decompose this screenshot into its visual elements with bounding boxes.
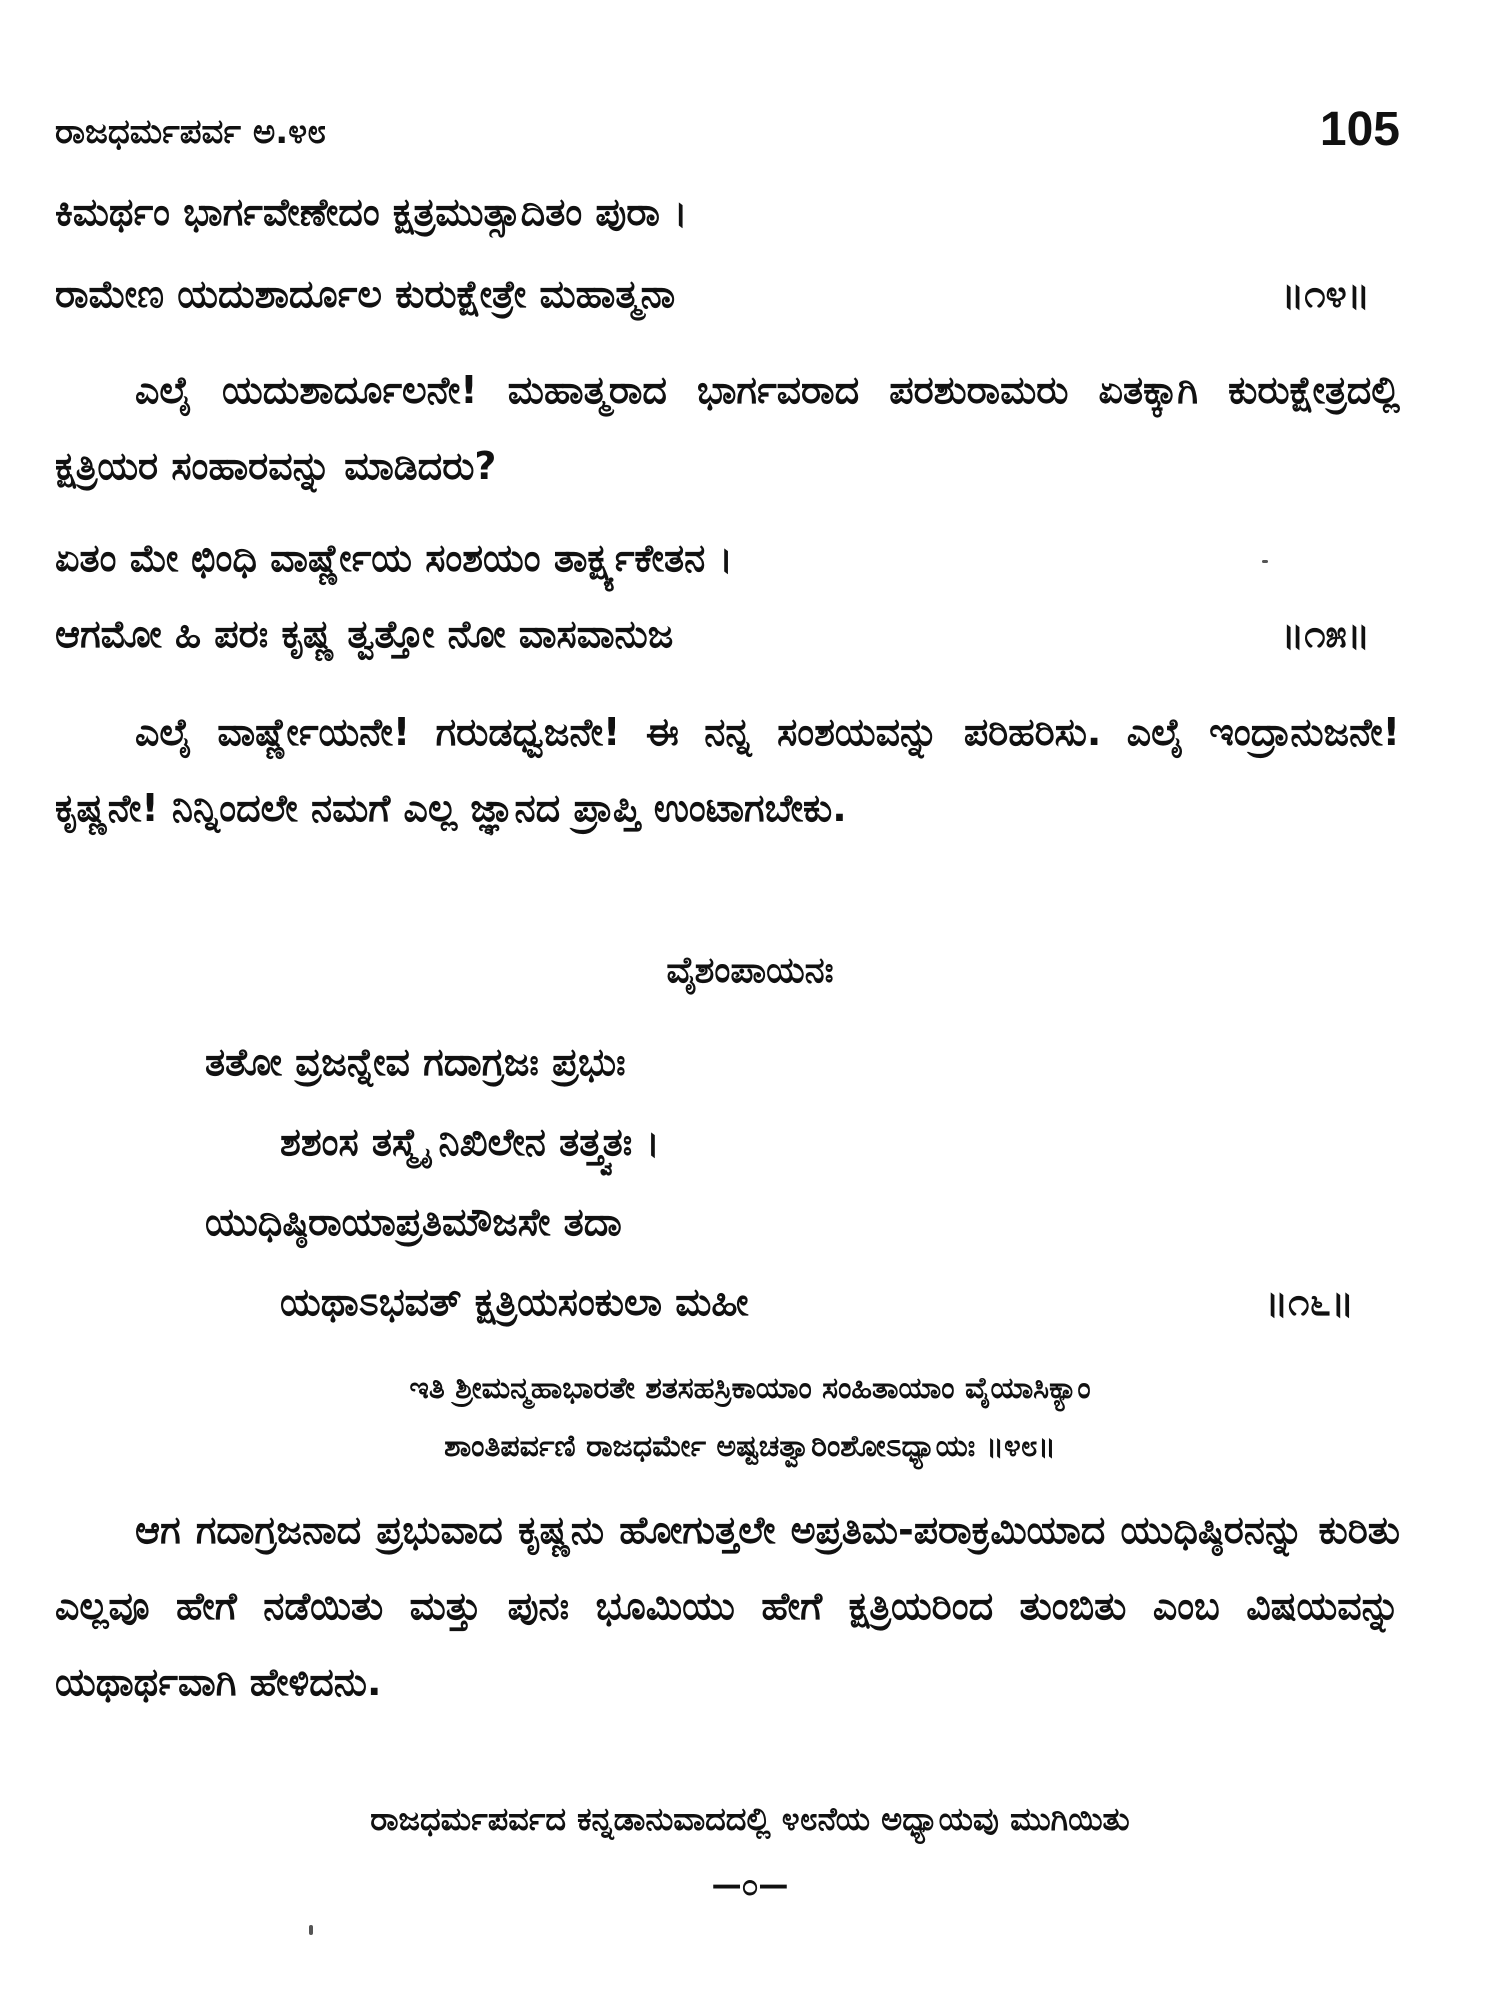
verse-14-line-1: [55, 190, 1400, 235]
verse-14-line-2: [55, 272, 1400, 317]
end-mark: —೦—: [711, 1868, 789, 1903]
colophon-line-1: ಇತಿ ಶ್ರೀಮನ್ಮಹಾಭಾರತೇ ಶತಸಹಸ್ರಿಕಾಯಾಂ ಸಂಹಿತಾಯಾಂ ವೈಯಾಸಿಕ್ಯಾಂ: [409, 1371, 1091, 1406]
paragraph-text: ಎಲೈ ವಾರ್ಷ್ಣೇಯನೇ! ಗರುಡಧ್ವಜನೇ! ಈ ನನ್ನ ಸಂಶಯವನ್ನು ಪರಿಹರಿಸು. ಎಲೈ ಇಂದ್ರಾನುಜನೇ! ಕೃಷ್ಣನೇ! ನಿನ್ನಿಂದಲೇ ನಮಗೆ ಎಲ್ಲ ಜ್ಞಾನದ ಪ್ರಾಪ್ತಿ ಉಂಟಾಗಬೇಕು.: [55, 710, 1400, 830]
verse-15-line-2: [55, 612, 1400, 657]
verse-text: ರಾಮೇಣ ಯದುಶಾರ್ದೂಲ ಕುರುಕ್ಷೇತ್ರೇ ಮಹಾತ್ಮನಾ: [55, 272, 676, 316]
verse-text: ಕಿಮರ್ಥಂ ಭಾರ್ಗವೇಣೇದಂ ಕ್ಷತ್ರಮುತ್ಸಾದಿತಂ ಪುರಾ ।: [55, 190, 688, 234]
verse-number: ॥೧೫॥: [1281, 612, 1370, 656]
paragraph-text: ಆಗ ಗದಾಗ್ರಜನಾದ ಪ್ರಭುವಾದ ಕೃಷ್ಣನು ಹೋಗುತ್ತಲೇ ಅಪ್ರತಿಮ-ಪರಾಕ್ರಮಿಯಾದ ಯುಧಿಷ್ಠಿರನನ್ನು ಕುರಿತು ಎಲ್ಲವೂ ಹೇಗೆ ನಡೆಯಿತು ಮತ್ತು ಪುನಃ ಭೂಮಿಯು ಹೇಗೆ ಕ್ಷತ್ರಿಯರಿಂದ ತುಂಬಿತು ಎಂಬ ವಿಷಯವನ್ನು ಯಥಾರ್ಥವಾಗಿ ಹೇಳಿದನು.: [55, 1508, 1400, 1704]
running-title: ರಾಜಧರ್ಮಪರ್ವ ಅ.೪೮: [55, 112, 327, 152]
verse-16-line-3: ಯುಧಿಷ್ಠಿರಾಯಾಪ್ರತಿಮೌಜಸೇ ತದಾ: [205, 1200, 622, 1244]
translation-paragraph-14: [55, 352, 1400, 504]
print-speck: [1262, 560, 1268, 563]
verse-16-line-1: ತತೋ ವ್ರಜನ್ನೇವ ಗದಾಗ್ರಜಃ ಪ್ರಭುಃ: [205, 1040, 626, 1084]
verse-number: ॥೧೪॥: [1281, 272, 1370, 316]
translation-paragraph-15: [55, 694, 1400, 846]
colophon-line-2: ಶಾಂತಿಪರ್ವಣಿ ರಾಜಧರ್ಮೇ ಅಷ್ಟಚತ್ವಾರಿಂಶೋಽಧ್ಯಾಯಃ ॥೪೮॥: [444, 1429, 1056, 1464]
chapter-end-note: ರಾಜಧರ್ಮಪರ್ವದ ಕನ್ನಡಾನುವಾದದಲ್ಲಿ ೪೮ನೆಯ ಅಧ್ಯಾಯವು ಮುಗಿಯಿತು: [370, 1800, 1130, 1838]
verse-15-line-1: [55, 536, 1400, 581]
colophon: [0, 1360, 1500, 1476]
print-speck: [309, 1925, 313, 1935]
verse-text: ಆಗಮೋ ಹಿ ಪರಃ ಕೃಷ್ಣ ತ್ವತ್ತೋ ನೋ ವಾಸವಾನುಜ: [55, 612, 674, 656]
translation-paragraph-16: [55, 1492, 1400, 1720]
paragraph-text: ಎಲೈ ಯದುಶಾರ್ದೂಲನೇ! ಮಹಾತ್ಮರಾದ ಭಾರ್ಗವರಾದ ಪರಶುರಾಮರು ಏತಕ್ಕಾಗಿ ಕುರುಕ್ಷೇತ್ರದಲ್ಲಿ ಕ್ಷತ್ರಿಯರ ಸಂಹಾರವನ್ನು ಮಾಡಿದರು?: [55, 368, 1400, 488]
verse-16-line-2: ಶಶಂಸ ತಸ್ಮೈ ನಿಖಿಲೇನ ತತ್ತ್ವತಃ ।: [280, 1120, 660, 1164]
verse-text: ಏತಂ ಮೇ ಛಿಂಧಿ ವಾರ್ಷ್ಣೇಯ ಸಂಶಯಂ ತಾರ್ಕ್ಷ್ಯಕೇತನ ।: [55, 536, 733, 580]
page-header: [55, 103, 1400, 168]
verse-16-line-4: ಯಥಾಽಭವತ್ ಕ್ಷತ್ರಿಯಸಂಕುಲಾ ಮಹೀ: [280, 1280, 749, 1324]
speaker-heading: ವೈಶಂಪಾಯನಃ: [666, 950, 834, 991]
page-number: 105: [1319, 103, 1400, 156]
verse-number: ॥೧೬॥: [1265, 1280, 1354, 1324]
